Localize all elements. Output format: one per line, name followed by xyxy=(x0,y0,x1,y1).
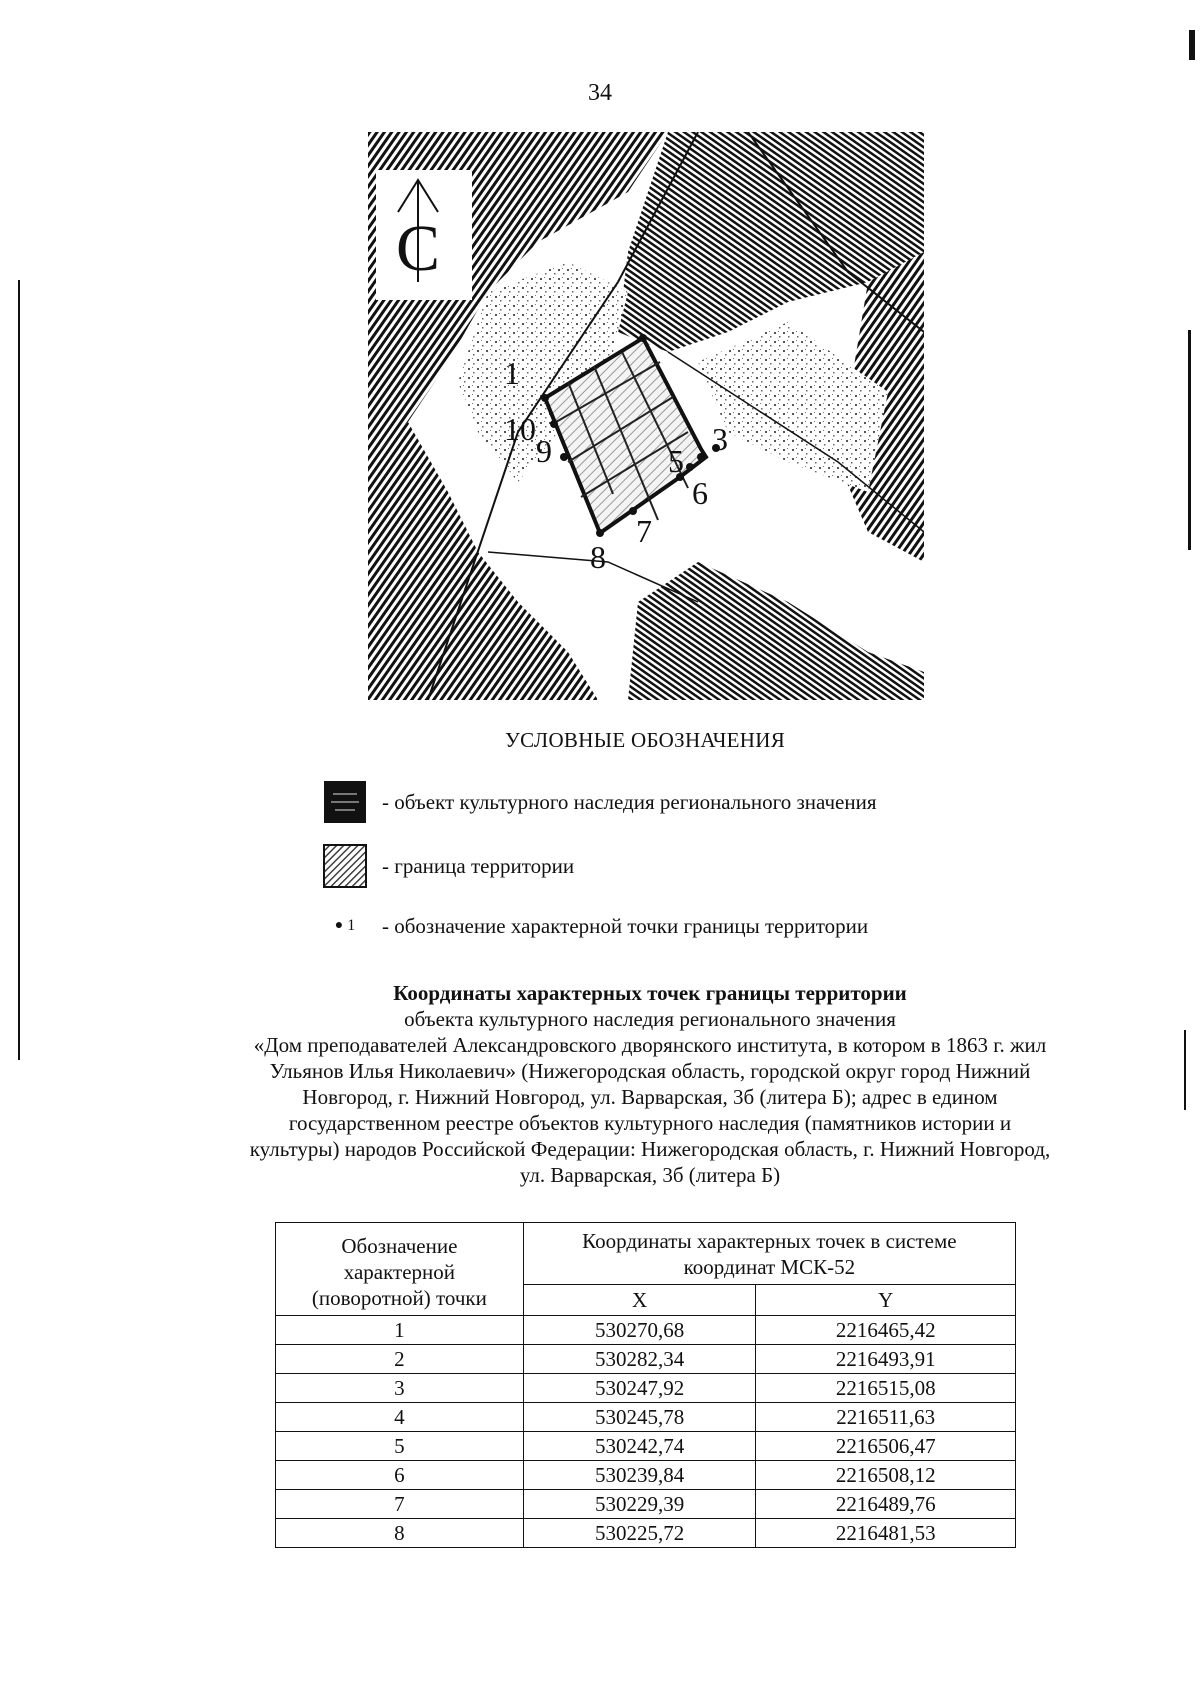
cell-point: 7 xyxy=(276,1490,524,1519)
cell-y: 2216508,12 xyxy=(756,1461,1016,1490)
table-row xyxy=(276,1403,1016,1432)
coordinates-table xyxy=(275,1222,1016,1548)
heading-line: Ульянов Илья Николаевич» (Нижегородская область, городской округ город Нижний xyxy=(269,1059,1031,1083)
cell-x: 530270,68 xyxy=(523,1316,756,1345)
map-label-9: 9 xyxy=(536,433,552,469)
cell-y: 2216493,91 xyxy=(756,1345,1016,1374)
map-label-6: 6 xyxy=(692,475,708,511)
cell-x: 530225,72 xyxy=(523,1519,756,1548)
cell-y: 2216489,76 xyxy=(756,1490,1016,1519)
col-coord-header: Координаты характерных точек в системе координат МСК-52 xyxy=(523,1223,1015,1285)
heading-bold-line: Координаты характерных точек границы территории xyxy=(393,981,907,1005)
north-letter: С xyxy=(395,212,441,285)
point-marker-icon: ● 1 xyxy=(334,917,356,934)
cell-x: 530229,39 xyxy=(523,1490,756,1519)
legend-text-point: - обозначение характерной точки границы территории xyxy=(382,913,869,938)
table-row xyxy=(276,1490,1016,1519)
legend-title: УСЛОВНЫЕ ОБОЗНАЧЕНИЯ xyxy=(504,728,786,752)
table-row xyxy=(276,1461,1016,1490)
site-map xyxy=(368,132,924,700)
table-row xyxy=(276,1345,1016,1374)
table-row xyxy=(276,1316,1016,1345)
cell-point: 5 xyxy=(276,1432,524,1461)
heading-line: ул. Варварская, 3б (литера Б) xyxy=(519,1163,781,1187)
legend-text-boundary: - граница территории xyxy=(382,853,575,878)
cell-point: 8 xyxy=(276,1519,524,1548)
legend-text-object: - объект культурного наследия регионального значения xyxy=(382,789,877,814)
cell-y: 2216511,63 xyxy=(756,1403,1016,1432)
coordinates-heading xyxy=(150,980,1150,1188)
map-label-8: 8 xyxy=(590,539,606,575)
hatch-swatch-icon xyxy=(322,844,368,888)
margin-mark-right-mid xyxy=(1188,330,1191,550)
heading-line: государственном реестре объектов культурного наследия (памятников истории и xyxy=(288,1111,1012,1135)
margin-mark-right-top xyxy=(1189,30,1195,60)
map-label-10: 10 xyxy=(504,411,536,447)
col-y-header: Y xyxy=(756,1285,1016,1316)
table-row xyxy=(276,1374,1016,1403)
cell-point: 6 xyxy=(276,1461,524,1490)
cell-x: 530282,34 xyxy=(523,1345,756,1374)
col-point-header: Обозначение характерной (поворотной) точки xyxy=(276,1223,524,1316)
legend-item-boundary xyxy=(322,844,574,888)
cell-point: 2 xyxy=(276,1345,524,1374)
page-number: 34 xyxy=(588,80,612,106)
heading-line: Новгород, г. Нижний Новгород, ул. Варварская, 3б (литера Б); адрес в едином xyxy=(302,1085,998,1109)
margin-mark-left xyxy=(18,280,20,1060)
table-row xyxy=(276,1432,1016,1461)
cell-point: 4 xyxy=(276,1403,524,1432)
cell-x: 530247,92 xyxy=(523,1374,756,1403)
map-label-3: 3 xyxy=(712,421,728,457)
cell-y: 2216465,42 xyxy=(756,1316,1016,1345)
cell-y: 2216506,47 xyxy=(756,1432,1016,1461)
heading-line: культуры) народов Российской Федерации: Нижегородская область, г. Нижний Новгород, xyxy=(249,1137,1051,1161)
legend-item-object xyxy=(322,780,876,824)
cell-y: 2216515,08 xyxy=(756,1374,1016,1403)
table-row xyxy=(276,1519,1016,1548)
point-marker-label: 1 xyxy=(347,917,356,934)
cell-point: 3 xyxy=(276,1374,524,1403)
col-x-header: X xyxy=(523,1285,756,1316)
cell-x: 530242,74 xyxy=(523,1432,756,1461)
map-label-1: 1 xyxy=(504,355,520,391)
heading-line: объекта культурного наследия регионального значения xyxy=(404,1007,896,1031)
map-label-7: 7 xyxy=(636,513,652,549)
map-label-5: 5 xyxy=(668,443,684,479)
cell-point: 1 xyxy=(276,1316,524,1345)
object-swatch-icon xyxy=(322,780,368,824)
cell-x: 530239,84 xyxy=(523,1461,756,1490)
heading-line: «Дом преподавателей Александровского дворянского института, в котором в 1863 г. жил xyxy=(253,1033,1047,1057)
cell-y: 2216481,53 xyxy=(756,1519,1016,1548)
cell-x: 530245,78 xyxy=(523,1403,756,1432)
margin-mark-right-low xyxy=(1184,1030,1186,1110)
legend-item-point xyxy=(322,904,868,948)
